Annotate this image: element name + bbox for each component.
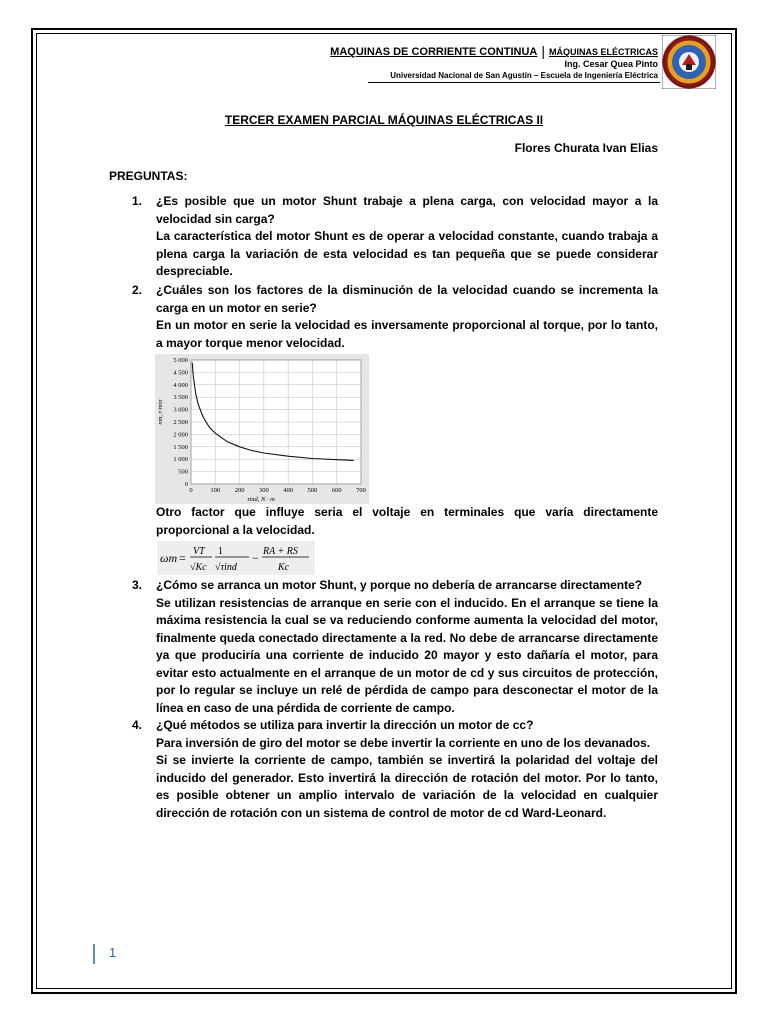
y-tick-label: 500 <box>178 468 188 476</box>
question-number: 3. <box>132 578 143 592</box>
question-4 <box>132 717 658 822</box>
formula-num1: VT <box>193 546 205 557</box>
formula-minus: − <box>252 551 259 565</box>
question-number: 4. <box>132 718 143 732</box>
header-university: Universidad Nacional de San Agustín – Escuela de Ingeniería Eléctrica <box>390 71 658 80</box>
y-tick-label: 3 000 <box>173 406 188 414</box>
question-1 <box>132 193 658 281</box>
formula-den3: Kc <box>278 562 290 573</box>
header-teacher: Ing. Cesar Quea Pinto <box>564 59 658 69</box>
y-tick-label: 4 000 <box>173 381 188 389</box>
x-tick-label: 200 <box>234 487 245 494</box>
header-rule <box>368 82 660 83</box>
x-tick-label: 700 <box>356 487 366 494</box>
document-title: TERCER EXAMEN PARCIAL MÁQUINAS ELÉCTRICAS II <box>224 113 544 127</box>
answer-text-continued: Si se invierte la corriente de campo, también se invertirá la polaridad del voltaje del inducido del generador. Esto invertirá la dirección de rotación del motor. Por lo tanto, es posible obtener un amplio intervalo de variación de la velocidad en cualquier dirección de rotación con un sistema de control de motor de cd Ward-Leonard. <box>156 753 658 820</box>
question-text: ¿Es posible que un motor Shunt trabaje a plena carga, con velocidad mayor a la velocidad sin carga? <box>156 194 658 226</box>
y-tick-label: 0 <box>184 481 188 488</box>
y-tick-label: 1 500 <box>173 443 188 451</box>
question-text: ¿Cuáles son los factores de la disminución de la velocidad cuando se incrementa la carga en un motor en serie? <box>156 283 658 315</box>
y-tick-label: 2 000 <box>173 431 188 439</box>
question-2 <box>132 282 658 352</box>
y-tick-label: 3 500 <box>173 394 188 402</box>
x-tick-label: 100 <box>210 487 221 494</box>
speed-torque-chart <box>155 354 369 504</box>
section-heading: PREGUNTAS: <box>109 169 188 183</box>
page-number: 1 <box>109 945 117 960</box>
formula-lhs: ωm <box>160 551 178 565</box>
header-course: MAQUINAS DE CORRIENTE CONTINUA <box>330 46 538 58</box>
x-tick-label: 0 <box>189 487 193 494</box>
header-subject: MÁQUINAS ELÉCTRICAS <box>548 47 658 57</box>
answer-text: En un motor en serie la velocidad es inversamente proporcional al torque, por lo tanto, a mayor torque menor velocidad. <box>156 318 658 350</box>
x-tick-label: 600 <box>331 487 342 494</box>
formula-den2: √τind <box>215 562 237 573</box>
y-tick-label: 5 000 <box>173 357 188 364</box>
x-tick-label: 500 <box>307 487 318 494</box>
answer-text: Otro factor que influye seria el voltaje en terminales que varía directamente proporcional a la velocidad. <box>156 505 658 537</box>
question-3 <box>132 577 658 717</box>
y-tick-label: 2 500 <box>173 419 188 426</box>
answer-text: Para inversión de giro del motor se debe invertir la corriente en uno de los devanados. <box>156 735 651 750</box>
formula-num3: RA + RS <box>263 546 298 557</box>
svg-text:=: = <box>179 551 186 565</box>
question-text: ¿Cómo se arranca un motor Shunt, y porque no debería de arrancarse directamente? <box>156 578 643 592</box>
header-separator: | <box>541 43 545 59</box>
x-axis-label: τind, N · m <box>247 496 275 503</box>
speed-formula <box>157 541 315 575</box>
formula-den1: √Kc <box>190 562 207 573</box>
answer-text: Se utilizan resistencias de arranque en serie con el inducido. En el arranque se tiene la máxima resistencia la cual se va reduciendo conforme aumenta la velocidad del motor, finalmente queda conectado directamente a la red. No debe de arrancarse directamente ya que produciría una corriente de inducido 20 mayor y esto dañaría el motor, para evitar esto actualmente en el arranque de un motor de cd y sus circuitos de protección, por lo regular se incluye un relé de pérdida de campo para desconectar el motor de la línea en caso de una pérdida de corriente de campo. <box>156 595 658 715</box>
y-axis-label: nm, r/min <box>157 399 164 425</box>
formula-num2: 1 <box>218 546 223 557</box>
university-seal-logo <box>662 35 716 89</box>
answer-text: La característica del motor Shunt es de operar a velocidad constante, cuando trabaja a plena carga la variación de esta velocidad es tan pequeña que se puede considerar despreciable. <box>156 229 658 278</box>
y-tick-label: 1 000 <box>173 456 188 464</box>
question-number: 1. <box>132 194 143 208</box>
x-tick-label: 400 <box>283 487 294 494</box>
y-tick-label: 4 500 <box>173 369 188 377</box>
page-number-bar <box>93 944 95 964</box>
question-2-continued <box>156 504 658 539</box>
x-tick-label: 300 <box>258 487 269 494</box>
question-text: ¿Qué métodos se utiliza para invertir la dirección un motor de cc? <box>156 718 534 732</box>
chart-svg <box>155 354 369 504</box>
question-number: 2. <box>132 283 143 297</box>
page-header <box>330 44 658 82</box>
author-name: Flores Churata Ivan Elias <box>514 141 658 155</box>
